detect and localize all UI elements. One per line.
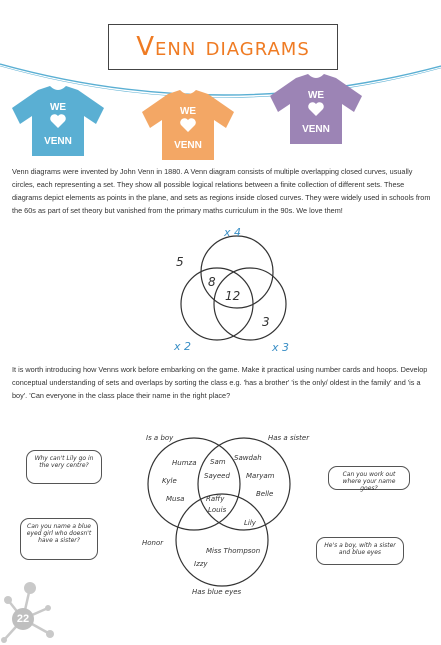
name-izzy: Izzy — [194, 560, 208, 568]
shirt-purple-line1: WE — [307, 90, 325, 101]
bubble-text: Can you name a blue eyed girl who doesn't have a sister? — [26, 523, 92, 544]
shirt-blue-line2: VENN — [44, 136, 72, 147]
set-label-boy: Is a boy — [146, 434, 174, 442]
speech-bubble-bottom-right — [316, 537, 404, 565]
shirt-orange-line1: WE — [179, 106, 197, 117]
speech-bubble-bottom-left — [20, 518, 98, 560]
number-left-top: 8 — [208, 275, 216, 289]
number-right-only: 3 — [262, 315, 270, 329]
name-belle: Belle — [256, 490, 274, 498]
name-humza: Humza — [172, 459, 197, 467]
shirt-purple — [266, 74, 366, 146]
name-honor: Honor — [142, 539, 164, 547]
shirt-blue-line1: WE — [49, 102, 67, 113]
set-label-blue-eyes: Has blue eyes — [192, 588, 242, 596]
speech-bubble-top-left — [26, 450, 102, 484]
name-kyle: Kyle — [162, 477, 177, 485]
label-left: x 2 — [174, 340, 192, 353]
label-right: x 3 — [272, 341, 290, 354]
name-miss-thompson: Miss Thompson — [206, 547, 261, 555]
page-title: Venn diagrams — [136, 32, 310, 62]
shirt-blue — [8, 86, 108, 158]
bubble-text: Can you work out where your name goes? — [342, 471, 396, 492]
name-louis: Louis — [208, 506, 227, 514]
bubble-text: Why can't Lily go in the very centre? — [34, 455, 94, 469]
name-lily: Lily — [244, 519, 256, 527]
shirt-orange — [138, 90, 238, 162]
shirt-purple-line2: VENN — [302, 124, 330, 135]
circle-left — [181, 268, 253, 340]
name-musa: Musa — [166, 495, 185, 503]
intro-paragraph: Venn diagrams were invented by John Venn in 1880. A Venn diagram consists of multiple overlapping closed curves, usually circles, each representing a set. They show all possible logical relations between a finite collection of different sets. These diagrams depict elements as points in the plane, and sets as regions inside closed curves. They were widely used in schools from the 60s as part of set theory but vanished from the primary maths curriculum in the 90s. We love them! — [12, 167, 431, 215]
bubble-text: He's a boy, with a sister and blue eyes — [324, 542, 396, 556]
name-sam: Sam — [210, 458, 226, 466]
page-number: 22 — [12, 608, 34, 630]
number-outside: 5 — [176, 255, 184, 269]
body-paragraph: It is worth introducing how Venns work before embarking on the game. Make it practical using number cards and hoops. Develop conceptual understanding of sets and overlaps by sorting the class e.g. 'has a brother' 'is the only/ oldest in the family' and 'is a boy'. 'Can everyone in the class place their name in the right place? — [12, 365, 428, 400]
name-raffy: Raffy — [206, 495, 225, 503]
number-centre: 12 — [225, 289, 241, 303]
circle-right — [214, 268, 286, 340]
title-box — [108, 24, 338, 70]
name-sawdah: Sawdah — [234, 454, 262, 462]
shirt-orange-line2: VENN — [174, 140, 202, 151]
venn-diagram-names — [120, 428, 320, 598]
molecule-decoration — [0, 572, 64, 645]
name-sayeed: Sayeed — [204, 472, 230, 480]
venn-diagram-numbers — [160, 226, 310, 356]
label-top: x 4 — [224, 226, 242, 239]
set-label-sister: Has a sister — [268, 434, 310, 442]
circle-has-a-sister — [198, 438, 290, 530]
name-maryam: Maryam — [246, 472, 275, 480]
speech-bubble-top-right — [328, 466, 410, 490]
